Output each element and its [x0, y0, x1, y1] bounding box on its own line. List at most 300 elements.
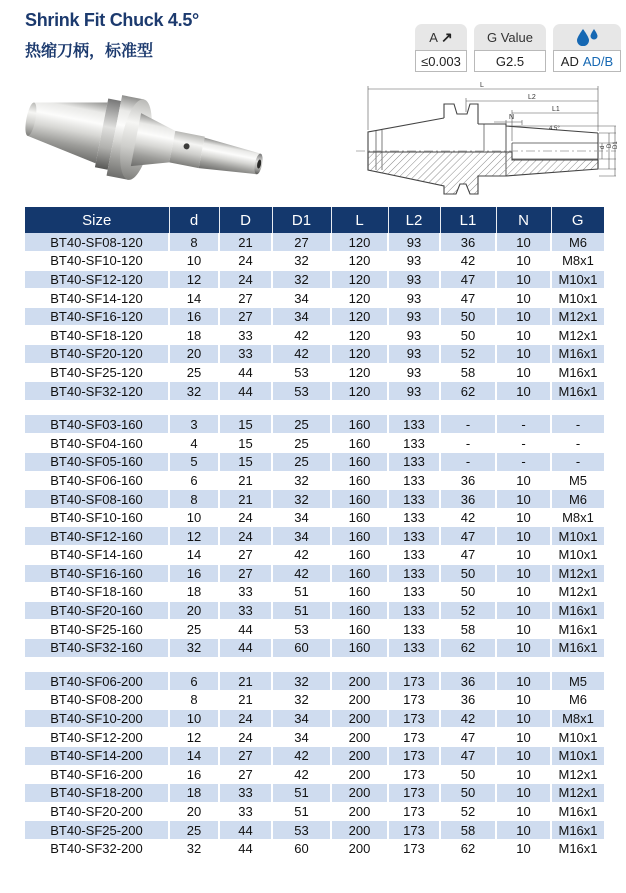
value-cell: M8x1: [551, 709, 604, 728]
value-cell: 10: [496, 382, 551, 401]
size-cell: BT40-SF25-120: [25, 363, 169, 382]
size-cell: BT40-SF18-120: [25, 326, 169, 345]
size-cell: BT40-SF32-160: [25, 638, 169, 657]
group-spacer: [25, 657, 604, 672]
dimension-drawing: [316, 76, 620, 208]
value-cell: -: [496, 434, 551, 453]
value-cell: 44: [219, 839, 272, 858]
table-header-row: [25, 207, 604, 233]
dim-label-L2: L2: [528, 94, 536, 101]
value-cell: 18: [169, 326, 219, 345]
value-cell: 200: [331, 839, 388, 858]
table-row: [25, 434, 604, 453]
coolant-value-dark: AD: [560, 53, 579, 69]
value-cell: 160: [331, 527, 388, 546]
value-cell: M16x1: [551, 638, 604, 657]
value-cell: M16x1: [551, 620, 604, 639]
value-cell: 3: [169, 415, 219, 434]
value-cell: 16: [169, 564, 219, 583]
size-cell: BT40-SF08-120: [25, 233, 169, 252]
value-cell: 44: [219, 363, 272, 382]
value-cell: 160: [331, 583, 388, 602]
value-cell: 47: [440, 746, 496, 765]
value-cell: 160: [331, 601, 388, 620]
column-header-d1: D1: [272, 207, 331, 233]
value-cell: 32: [169, 382, 219, 401]
value-cell: 173: [388, 821, 440, 840]
value-cell: 14: [169, 546, 219, 565]
water-drops-icon: [574, 28, 600, 46]
value-cell: 10: [496, 601, 551, 620]
value-cell: 4: [169, 434, 219, 453]
value-cell: 15: [219, 434, 272, 453]
value-cell: M10x1: [551, 728, 604, 747]
value-cell: 32: [272, 490, 331, 509]
value-cell: 42: [440, 508, 496, 527]
value-cell: 51: [272, 583, 331, 602]
value-cell: M6: [551, 233, 604, 252]
dim-label-D1: D1: [613, 141, 619, 149]
balance-badge: [474, 24, 546, 72]
value-cell: 14: [169, 289, 219, 308]
value-cell: 133: [388, 638, 440, 657]
value-cell: 10: [496, 508, 551, 527]
value-cell: 120: [331, 307, 388, 326]
value-cell: 10: [496, 802, 551, 821]
table-row: [25, 802, 604, 821]
value-cell: 120: [331, 345, 388, 364]
value-cell: 173: [388, 691, 440, 710]
value-cell: 133: [388, 620, 440, 639]
value-cell: 160: [331, 471, 388, 490]
value-cell: 12: [169, 527, 219, 546]
table-row: [25, 471, 604, 490]
value-cell: 32: [272, 691, 331, 710]
spec-table-body: [25, 233, 604, 858]
value-cell: M12x1: [551, 307, 604, 326]
value-cell: 52: [440, 345, 496, 364]
value-cell: 160: [331, 434, 388, 453]
value-cell: 120: [331, 363, 388, 382]
value-cell: 50: [440, 583, 496, 602]
value-cell: 36: [440, 672, 496, 691]
value-cell: 25: [169, 620, 219, 639]
value-cell: 133: [388, 508, 440, 527]
product-photo: [15, 76, 265, 202]
value-cell: 42: [272, 564, 331, 583]
value-cell: 15: [219, 453, 272, 472]
runout-badge-header: [415, 24, 467, 50]
value-cell: 27: [219, 307, 272, 326]
value-cell: 133: [388, 601, 440, 620]
value-cell: 133: [388, 415, 440, 434]
value-cell: 20: [169, 802, 219, 821]
value-cell: 8: [169, 233, 219, 252]
table-row: [25, 270, 604, 289]
size-cell: BT40-SF08-160: [25, 490, 169, 509]
value-cell: 200: [331, 784, 388, 803]
table-row: [25, 252, 604, 271]
value-cell: 42: [272, 746, 331, 765]
value-cell: -: [496, 453, 551, 472]
value-cell: 10: [496, 638, 551, 657]
value-cell: 10: [496, 746, 551, 765]
value-cell: 160: [331, 508, 388, 527]
value-cell: 47: [440, 728, 496, 747]
value-cell: 21: [219, 471, 272, 490]
value-cell: 120: [331, 289, 388, 308]
value-cell: 21: [219, 490, 272, 509]
value-cell: 10: [496, 784, 551, 803]
value-cell: 24: [219, 270, 272, 289]
dim-label-N: N: [509, 114, 515, 121]
value-cell: 24: [219, 508, 272, 527]
value-cell: 10: [496, 471, 551, 490]
value-cell: M16x1: [551, 382, 604, 401]
value-cell: 24: [219, 728, 272, 747]
value-cell: 34: [272, 709, 331, 728]
value-cell: 16: [169, 765, 219, 784]
value-cell: 8: [169, 490, 219, 509]
value-cell: 42: [440, 709, 496, 728]
table-row: [25, 508, 604, 527]
table-row: [25, 490, 604, 509]
dim-label-angle: 4.5°: [549, 126, 560, 132]
value-cell: 25: [272, 434, 331, 453]
runout-badge: [415, 24, 467, 72]
value-cell: 25: [272, 453, 331, 472]
value-cell: 53: [272, 382, 331, 401]
value-cell: M12x1: [551, 583, 604, 602]
value-cell: M6: [551, 490, 604, 509]
value-cell: 10: [496, 289, 551, 308]
size-cell: BT40-SF16-200: [25, 765, 169, 784]
value-cell: 120: [331, 252, 388, 271]
group-spacer: [25, 400, 604, 415]
table-row: [25, 345, 604, 364]
value-cell: 27: [272, 233, 331, 252]
column-header-l2: L2: [388, 207, 440, 233]
value-cell: 93: [388, 382, 440, 401]
value-cell: M8x1: [551, 252, 604, 271]
value-cell: 133: [388, 546, 440, 565]
value-cell: 133: [388, 490, 440, 509]
value-cell: 10: [496, 307, 551, 326]
value-cell: 10: [496, 709, 551, 728]
size-cell: BT40-SF10-120: [25, 252, 169, 271]
size-cell: BT40-SF12-200: [25, 728, 169, 747]
table-row: [25, 638, 604, 657]
value-cell: 173: [388, 839, 440, 858]
size-cell: BT40-SF12-120: [25, 270, 169, 289]
value-cell: 10: [496, 839, 551, 858]
value-cell: M10x1: [551, 546, 604, 565]
value-cell: 10: [496, 691, 551, 710]
value-cell: 21: [219, 672, 272, 691]
table-row: [25, 415, 604, 434]
value-cell: -: [551, 434, 604, 453]
size-cell: BT40-SF08-200: [25, 691, 169, 710]
value-cell: 133: [388, 564, 440, 583]
table-row: [25, 583, 604, 602]
value-cell: 53: [272, 821, 331, 840]
value-cell: 33: [219, 583, 272, 602]
coolant-value-blue: AD/B: [582, 53, 614, 69]
value-cell: M10x1: [551, 270, 604, 289]
value-cell: M6: [551, 691, 604, 710]
value-cell: 93: [388, 233, 440, 252]
value-cell: 133: [388, 453, 440, 472]
column-header-n: N: [496, 207, 551, 233]
value-cell: 33: [219, 784, 272, 803]
spec-badges: [415, 24, 621, 72]
column-header-l: L: [331, 207, 388, 233]
value-cell: 58: [440, 620, 496, 639]
balance-value: G2.5: [474, 50, 546, 72]
value-cell: 51: [272, 802, 331, 821]
size-cell: BT40-SF16-120: [25, 307, 169, 326]
value-cell: 200: [331, 765, 388, 784]
table-row: [25, 728, 604, 747]
value-cell: 36: [440, 471, 496, 490]
value-cell: -: [551, 415, 604, 434]
value-cell: 10: [496, 728, 551, 747]
table-row: [25, 839, 604, 858]
value-cell: 160: [331, 546, 388, 565]
value-cell: 12: [169, 728, 219, 747]
value-cell: 173: [388, 709, 440, 728]
table-row: [25, 382, 604, 401]
dim-label-D: D: [607, 143, 613, 148]
value-cell: 25: [169, 821, 219, 840]
value-cell: 133: [388, 527, 440, 546]
value-cell: 47: [440, 289, 496, 308]
value-cell: 10: [496, 765, 551, 784]
value-cell: 53: [272, 620, 331, 639]
value-cell: 42: [272, 546, 331, 565]
value-cell: 6: [169, 672, 219, 691]
value-cell: 10: [496, 363, 551, 382]
table-row: [25, 527, 604, 546]
value-cell: M12x1: [551, 564, 604, 583]
value-cell: M16x1: [551, 821, 604, 840]
size-cell: BT40-SF18-160: [25, 583, 169, 602]
value-cell: 10: [496, 527, 551, 546]
value-cell: 200: [331, 672, 388, 691]
runout-label: A: [429, 29, 438, 45]
value-cell: 60: [272, 839, 331, 858]
value-cell: 160: [331, 638, 388, 657]
value-cell: 27: [219, 546, 272, 565]
value-cell: M5: [551, 672, 604, 691]
value-cell: 50: [440, 765, 496, 784]
value-cell: M5: [551, 471, 604, 490]
value-cell: 34: [272, 289, 331, 308]
value-cell: 15: [219, 415, 272, 434]
value-cell: 10: [496, 564, 551, 583]
value-cell: M10x1: [551, 527, 604, 546]
value-cell: 53: [272, 363, 331, 382]
balance-badge-header: [474, 24, 546, 50]
table-row: [25, 326, 604, 345]
value-cell: 33: [219, 326, 272, 345]
value-cell: 44: [219, 620, 272, 639]
value-cell: 10: [169, 252, 219, 271]
size-cell: BT40-SF14-160: [25, 546, 169, 565]
value-cell: 33: [219, 345, 272, 364]
dim-label-L: L: [480, 82, 484, 89]
value-cell: 44: [219, 638, 272, 657]
value-cell: 50: [440, 307, 496, 326]
column-header-g: G: [551, 207, 604, 233]
value-cell: 10: [496, 583, 551, 602]
value-cell: 173: [388, 802, 440, 821]
value-cell: 14: [169, 746, 219, 765]
table-row: [25, 821, 604, 840]
column-header-size: Size: [25, 207, 169, 233]
value-cell: 173: [388, 728, 440, 747]
value-cell: 6: [169, 471, 219, 490]
size-cell: BT40-SF14-120: [25, 289, 169, 308]
dim-label-L1: L1: [552, 106, 560, 113]
size-cell: BT40-SF12-160: [25, 527, 169, 546]
column-header-l1: L1: [440, 207, 496, 233]
size-cell: BT40-SF06-200: [25, 672, 169, 691]
value-cell: 20: [169, 601, 219, 620]
value-cell: -: [551, 453, 604, 472]
value-cell: 200: [331, 691, 388, 710]
value-cell: M12x1: [551, 784, 604, 803]
value-cell: 21: [219, 691, 272, 710]
value-cell: 32: [272, 270, 331, 289]
value-cell: 10: [496, 546, 551, 565]
value-cell: 10: [496, 233, 551, 252]
size-cell: BT40-SF25-200: [25, 821, 169, 840]
value-cell: 36: [440, 691, 496, 710]
value-cell: 27: [219, 564, 272, 583]
value-cell: 33: [219, 601, 272, 620]
value-cell: 10: [496, 672, 551, 691]
value-cell: 16: [169, 307, 219, 326]
value-cell: 47: [440, 527, 496, 546]
value-cell: -: [440, 434, 496, 453]
value-cell: 160: [331, 620, 388, 639]
size-cell: BT40-SF25-160: [25, 620, 169, 639]
value-cell: 32: [169, 638, 219, 657]
value-cell: 33: [219, 802, 272, 821]
value-cell: 44: [219, 821, 272, 840]
value-cell: M10x1: [551, 289, 604, 308]
page-subtitle: 热缩刀柄，标准型: [25, 43, 154, 60]
value-cell: -: [496, 415, 551, 434]
value-cell: 50: [440, 784, 496, 803]
coolant-badge-header: [553, 24, 621, 50]
title-block: [25, 10, 199, 61]
value-cell: M12x1: [551, 765, 604, 784]
table-row: [25, 672, 604, 691]
value-cell: M16x1: [551, 839, 604, 858]
table-row: [25, 363, 604, 382]
table-row: [25, 709, 604, 728]
value-cell: 24: [219, 527, 272, 546]
table-row: [25, 601, 604, 620]
value-cell: 93: [388, 289, 440, 308]
value-cell: 60: [272, 638, 331, 657]
value-cell: 173: [388, 765, 440, 784]
balance-label: G Value: [486, 29, 533, 45]
value-cell: 93: [388, 326, 440, 345]
table-row: [25, 784, 604, 803]
value-cell: 93: [388, 345, 440, 364]
runout-value: ≤0.003: [415, 50, 467, 72]
dim-label-d: d: [600, 145, 606, 149]
value-cell: 200: [331, 821, 388, 840]
size-cell: BT40-SF32-200: [25, 839, 169, 858]
value-cell: -: [440, 453, 496, 472]
value-cell: 10: [496, 270, 551, 289]
value-cell: 24: [219, 252, 272, 271]
table-row: [25, 564, 604, 583]
size-cell: BT40-SF32-120: [25, 382, 169, 401]
value-cell: M16x1: [551, 345, 604, 364]
value-cell: 10: [496, 620, 551, 639]
value-cell: 52: [440, 601, 496, 620]
value-cell: 27: [219, 746, 272, 765]
size-cell: BT40-SF20-160: [25, 601, 169, 620]
value-cell: 27: [219, 289, 272, 308]
size-cell: BT40-SF20-200: [25, 802, 169, 821]
value-cell: 133: [388, 434, 440, 453]
size-cell: BT40-SF10-200: [25, 709, 169, 728]
value-cell: 173: [388, 784, 440, 803]
value-cell: 120: [331, 382, 388, 401]
value-cell: 200: [331, 746, 388, 765]
size-cell: BT40-SF10-160: [25, 508, 169, 527]
value-cell: M16x1: [551, 363, 604, 382]
value-cell: 120: [331, 326, 388, 345]
size-cell: BT40-SF14-200: [25, 746, 169, 765]
size-cell: BT40-SF18-200: [25, 784, 169, 803]
value-cell: 21: [219, 233, 272, 252]
value-cell: 18: [169, 583, 219, 602]
value-cell: 32: [272, 252, 331, 271]
value-cell: 51: [272, 784, 331, 803]
value-cell: 36: [440, 490, 496, 509]
value-cell: 93: [388, 363, 440, 382]
table-row: [25, 546, 604, 565]
value-cell: 10: [496, 345, 551, 364]
value-cell: 52: [440, 802, 496, 821]
value-cell: -: [440, 415, 496, 434]
table-row: [25, 765, 604, 784]
value-cell: 8: [169, 691, 219, 710]
value-cell: 10: [169, 709, 219, 728]
value-cell: 120: [331, 270, 388, 289]
value-cell: 27: [219, 765, 272, 784]
value-cell: 50: [440, 564, 496, 583]
value-cell: 62: [440, 382, 496, 401]
value-cell: 120: [331, 233, 388, 252]
shrink-chuck-photo-art: [15, 76, 265, 202]
value-cell: 200: [331, 728, 388, 747]
value-cell: 58: [440, 821, 496, 840]
value-cell: 200: [331, 802, 388, 821]
value-cell: 160: [331, 564, 388, 583]
value-cell: 20: [169, 345, 219, 364]
value-cell: M12x1: [551, 326, 604, 345]
table-row: [25, 233, 604, 252]
spec-table-container: [25, 207, 604, 859]
